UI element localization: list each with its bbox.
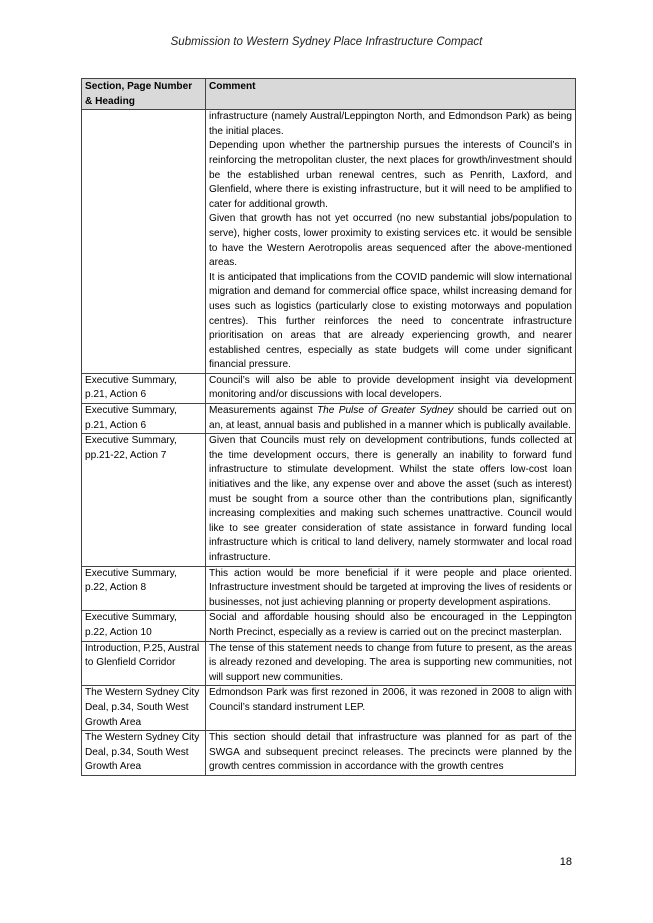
- section-cell: Executive Summary, p.21, Action 6: [82, 404, 206, 434]
- comment-paragraph: This action would be more beneficial if it were people and place oriented. Infrastructure investment should be targeted at improving the lives of residents or businesses, not just achieving planning or property development aspirations.: [209, 567, 572, 608]
- comment-paragraph: It is anticipated that implications from the COVID pandemic will slow international migration and demand for commercial office space, whilst increasing demand for uses such as logistics (particularly close to existing motorways and population centres). This further reinforces the need to concentrate infrastructure prioritisation on areas that are already experiencing growth, and nearer established centres, especially as state budgets will come under significant financial pressure.: [209, 271, 572, 371]
- comment-paragraph: This section should detail that infrastructure was planned for as part of the SWGA and subsequent precinct releases. The precincts were planned by the growth centres commission in accordance with the growth centres: [209, 732, 572, 773]
- comment-paragraph: The tense of this statement needs to change from future to present, as the areas is already rezoned and developing. The area is supporting new communities, not will support new communities.: [209, 642, 572, 683]
- table-row: [82, 110, 576, 374]
- comments-table: [81, 78, 576, 776]
- comment-paragraph: infrastructure (namely Austral/Leppington North, and Edmondson Park) as being the initial places.: [209, 111, 572, 137]
- table-row: [82, 641, 576, 686]
- publication-title: The Pulse of Greater Sydney: [316, 405, 454, 417]
- section-cell: Introduction, P.25, Austral to Glenfield Corridor: [82, 641, 206, 686]
- table-header-row: [82, 79, 576, 110]
- comment-paragraph: Given that Councils must rely on development contributions, funds collected at the time development occurs, there is generally an inability to forward fund infrastructure to stimulate development. Whilst the state offers low-cost loan initiatives and the like, any expense over and above the asset (such as interest) must be sought from a source other than the contributions plan, significantly increasing complexities and making such schemes unattractive. Council would like to see greater consideration of state assistance in forward funding local infrastructure which is critical to land delivery, namely stormwater and local road infrastructure.: [209, 435, 572, 563]
- comment-cell: [206, 566, 576, 611]
- comment-paragraph: Edmondson Park was first rezoned in 2006, it was rezoned in 2008 to align with Council’s standard instrument LEP.: [209, 687, 572, 713]
- page-header: Submission to Western Sydney Place Infrastructure Compact: [170, 36, 483, 48]
- comment-cell: [206, 686, 576, 731]
- table-row: [82, 434, 576, 566]
- comment-paragraph: Depending upon whether the partnership pursues the interests of Council’s in reinforcing the metropolitan cluster, the next places for growth/investment should be the established urban renewal centres, such as Penrith, Laxford, and Glenfield, where there is existing infrastructure, but it will need to be amplified to cater for additional growth.: [209, 140, 572, 210]
- section-cell: Executive Summary, p.21, Action 6: [82, 373, 206, 403]
- table-row: [82, 611, 576, 641]
- comment-cell: [206, 731, 576, 776]
- comment-text: Measurements against: [209, 405, 317, 417]
- table-row: [82, 686, 576, 731]
- comment-cell: [206, 641, 576, 686]
- section-cell: [82, 110, 206, 374]
- comment-paragraph: Given that growth has not yet occurred (no new substantial jobs/population to serve), higher costs, lower proximity to existing services etc. it would be sensible to have the Western Aerotropolis areas sequenced after the above-mentioned areas.: [209, 213, 572, 269]
- comment-cell: [206, 110, 576, 374]
- column-header-section: Section, Page Number & Heading: [82, 79, 206, 110]
- section-cell: The Western Sydney City Deal, p.34, South West Growth Area: [82, 686, 206, 731]
- section-cell: The Western Sydney City Deal, p.34, South West Growth Area: [82, 731, 206, 776]
- table-row: [82, 566, 576, 611]
- section-cell: Executive Summary, pp.21-22, Action 7: [82, 434, 206, 566]
- comment-cell: [206, 404, 576, 434]
- table-row: [82, 404, 576, 434]
- comment-text: should be carried out on an, at least, annual basis and published in a manner which is publically available.: [209, 405, 573, 431]
- section-cell: Executive Summary, p.22, Action 8: [82, 566, 206, 611]
- comment-paragraph: [209, 404, 572, 433]
- comment-paragraph: Council’s will also be able to provide development insight via development monitoring and/or discussions with local developers.: [209, 374, 572, 401]
- section-cell: Executive Summary, p.22, Action 10: [82, 611, 206, 641]
- column-header-comment: Comment: [206, 79, 576, 110]
- comment-cell: [206, 373, 576, 403]
- table-row: [82, 373, 576, 403]
- comment-cell: [206, 611, 576, 641]
- table-row: [82, 731, 576, 776]
- page-number: 18: [559, 856, 572, 868]
- comment-cell: [206, 434, 576, 566]
- comment-paragraph: Social and affordable housing should also be encouraged in the Leppington North Precinct, especially as a review is carried out on the precinct masterplan.: [209, 612, 572, 638]
